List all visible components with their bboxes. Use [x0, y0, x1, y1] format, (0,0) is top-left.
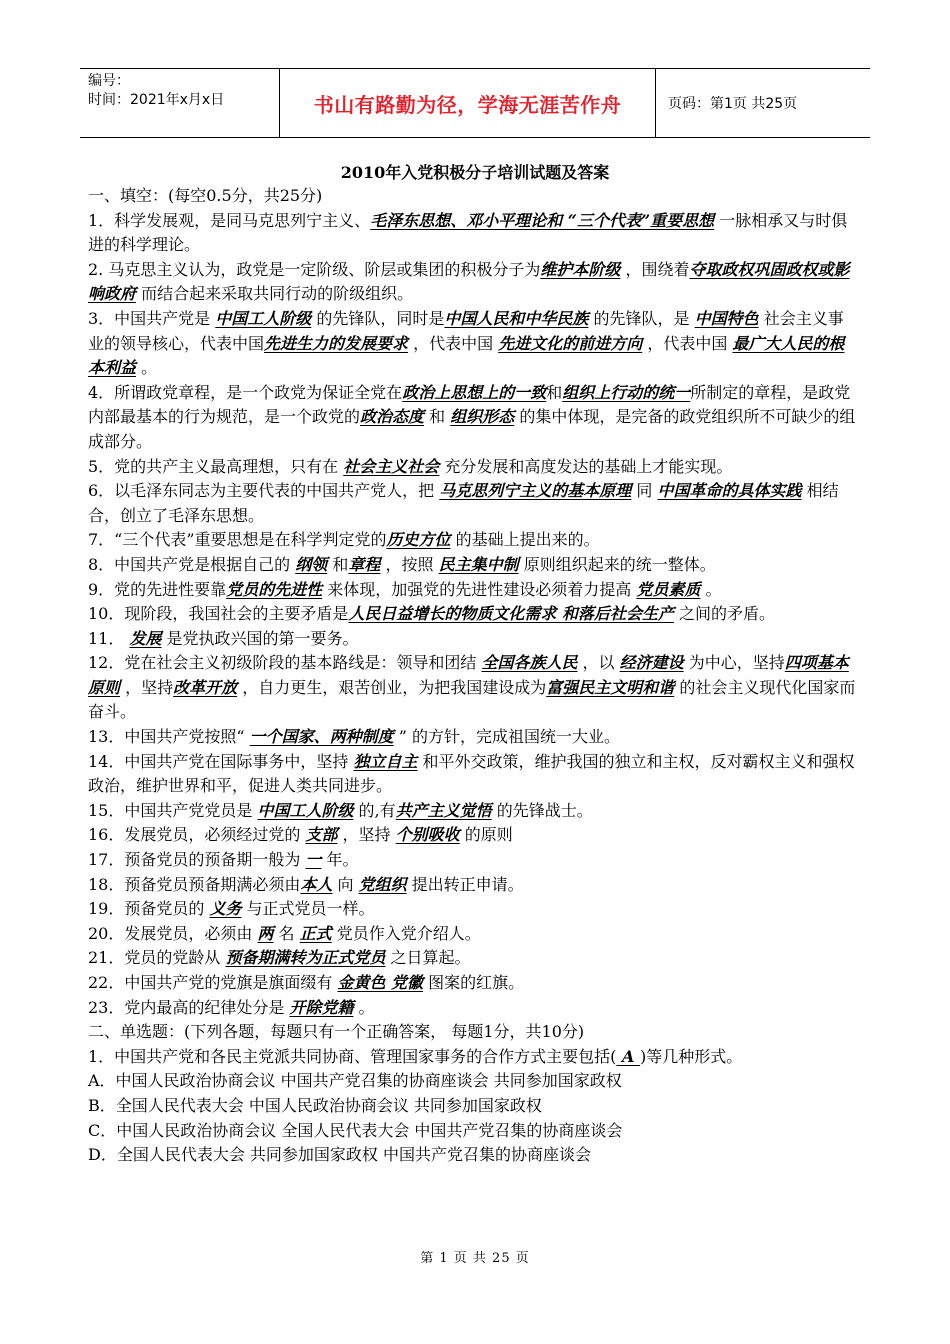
- mc-question-1: [88, 1045, 858, 1070]
- question-text: 19．预备党员的: [88, 899, 210, 919]
- answer-text: A: [616, 1046, 640, 1066]
- question-text: 来体现，加强党的先进性建设必须着力提高: [322, 579, 637, 599]
- question-text: 22．中国共产党的党旗是旗面缀有: [88, 973, 338, 992]
- answer-text: 人民日益增长的物质文化需求 和落后社会生产: [348, 604, 674, 624]
- answer-text: 正式: [299, 923, 332, 943]
- header-meta: [80, 69, 280, 137]
- header-page-number: 页码：第1页 共25页: [668, 96, 798, 112]
- question-text: 年。: [321, 850, 359, 870]
- question-text: 图案的红旗。: [423, 973, 525, 992]
- question-text: 的基础上提出来的。: [450, 530, 600, 550]
- question-text: 4．所谓政党章程，是一个政党为保证全党在: [88, 382, 403, 402]
- question-text: ，代表中国: [408, 333, 499, 353]
- answer-text: 政治上思想上的一致: [402, 382, 547, 402]
- page-footer: 第 1 页 共 25 页: [420, 1251, 530, 1266]
- answer-text: 四项基本原则: [88, 653, 849, 697]
- header-time: 时间：2021年x月x日: [88, 92, 225, 108]
- question-text: 21．党员的党龄从: [88, 948, 226, 968]
- question-text: 为中心，坚持: [683, 653, 785, 673]
- document-body: [88, 184, 858, 1168]
- question-15: [88, 799, 858, 824]
- question-text: 而结合起来采取共同行动的阶级组织。: [136, 284, 414, 304]
- answer-text: 支部: [305, 825, 338, 845]
- question-17: [88, 848, 858, 873]
- answer-text: 经济建设: [619, 653, 684, 673]
- question-text: 15．中国共产党党员是: [88, 800, 258, 820]
- answer-text: 夺取政权巩固政权或影响政府: [88, 259, 850, 304]
- question-text: 向: [332, 874, 359, 894]
- answer-text: 富强民主文明和谐: [546, 677, 675, 697]
- question-text: 与正式党员一样。: [241, 899, 375, 919]
- question-text: 相结合，创立了毛泽东思想。: [88, 481, 839, 525]
- header-motto: 书山有路勤为径，学海无涯苦作舟: [280, 69, 656, 137]
- answer-text: 组织上行动的统一: [562, 382, 691, 402]
- question-12: [88, 651, 858, 725]
- question-text: 23．党内最高的纪律处分是: [88, 997, 290, 1017]
- answer-text: 本人: [300, 874, 333, 894]
- question-text: 的先锋队，同时是: [311, 308, 445, 328]
- question-text: 14．中国共产党在国际事务中，坚持: [88, 751, 354, 771]
- question-text: 名: [273, 923, 300, 943]
- header-number: 编号：: [88, 73, 130, 89]
- document-title: 2010年入党积极分子培训试题及答案: [340, 163, 610, 182]
- question-text: ，以: [577, 653, 620, 673]
- question-text: 的,有: [353, 800, 396, 820]
- answer-text: 金黄色 党徽: [337, 973, 424, 992]
- answer-text: 马克思列宁主义的基本原理: [439, 481, 632, 501]
- question-text: ，按照: [380, 554, 439, 574]
- answer-text: 发展: [129, 628, 162, 648]
- question-text: 8．中国共产党是根据自己的: [88, 554, 296, 574]
- answer-text: 章程: [348, 554, 381, 574]
- question-text: 13．中国共产党按照“: [88, 727, 250, 747]
- question-text: 6．以毛泽东同志为主要代表的中国共产党人，把: [88, 481, 440, 501]
- question-text: 。: [700, 579, 722, 599]
- answer-text: 全国各族人民: [481, 653, 578, 673]
- question-10: [88, 602, 858, 627]
- answer-text: 历史方位: [386, 530, 451, 550]
- page-header: [80, 68, 870, 138]
- answer-text: 最广大人民的根本利益: [88, 333, 845, 378]
- answer-text: 个别吸收: [395, 825, 460, 845]
- question-20: [88, 922, 858, 947]
- question-13: [88, 725, 858, 750]
- question-18: [88, 873, 858, 898]
- question-text: 充分发展和高度发达的基础上才能实现。: [439, 456, 733, 476]
- question-text: 。: [353, 997, 375, 1017]
- question-text: 5．党的共产主义最高理想，只有在: [88, 456, 344, 476]
- answer-text: 共产主义觉悟: [395, 800, 492, 820]
- answer-text: 中国工人阶级: [215, 308, 312, 328]
- question-text: ，自力更生，艰苦创业，为把我国建设成为: [237, 677, 547, 697]
- answer-text: 独立自主: [353, 751, 418, 771]
- question-4: [88, 381, 858, 455]
- question-5: [88, 455, 858, 480]
- answer-text: 义务: [209, 899, 242, 919]
- question-text: 党员作入党介绍人。: [331, 923, 481, 943]
- section-heading-single-choice: 二、单选题：(下列各题，每题只有一个正确答案， 每题1分，共10分): [88, 1022, 585, 1042]
- question-text: 的先锋队，是: [588, 308, 695, 328]
- question-text: 的原则: [459, 825, 513, 845]
- question-16: [88, 823, 858, 848]
- answer-text: 党组织: [358, 874, 407, 894]
- question-text: ，代表中国: [642, 333, 733, 353]
- question-22: [88, 971, 858, 996]
- question-text: 的社会主义现代化国家而奋斗。: [88, 677, 856, 722]
- question-text: 7．“三个代表”重要思想是在科学判定党的: [88, 530, 387, 550]
- question-7: [88, 528, 858, 553]
- question-text: 。: [136, 358, 158, 378]
- question-3: [88, 307, 858, 381]
- question-text: 提出转正申请。: [406, 874, 524, 894]
- question-text: ，围绕着: [620, 259, 690, 279]
- answer-text: 党员素质: [636, 579, 701, 599]
- mc-option-b: B．全国人民代表大会 中国人民政治协商会议 共同参加国家政权: [88, 1095, 542, 1115]
- question-text: )等几种形式。: [640, 1046, 743, 1066]
- answer-text: 一: [305, 850, 322, 870]
- answer-text: 民主集中制: [438, 554, 519, 574]
- question-6: [88, 479, 858, 528]
- question-text: 和平外交政策，维护我国的独立和主权，反对霸权主义和强权政治，维护世界和平，促进人类共同进步。: [88, 751, 855, 796]
- question-21: [88, 946, 858, 971]
- answer-text: 改革开放: [173, 677, 238, 697]
- answer-text: 两: [257, 923, 274, 943]
- question-text: 之间的矛盾。: [673, 604, 776, 624]
- answer-text: 毛泽东思想、邓小平理论和 “三个代表”重要思想: [370, 210, 715, 230]
- question-text: 11．: [88, 628, 130, 648]
- question-text: 1．中国共产党和各民主党派共同协商、管理国家事务的合作方式主要包括(: [88, 1046, 617, 1066]
- question-text: 20．发展党员，必须由: [88, 923, 258, 943]
- answer-text: 一个国家、两种制度: [249, 727, 394, 747]
- answer-text: 纲领: [295, 554, 328, 574]
- answer-text: 预备期满转为正式党员: [225, 948, 386, 968]
- answer-text: 开除党籍: [289, 997, 354, 1017]
- question-text: 的先锋战士。: [491, 800, 593, 820]
- question-text: 10．现阶段，我国社会的主要矛盾是: [88, 604, 349, 624]
- question-text: 和: [424, 407, 451, 427]
- question-text: 1．科学发展观，是同马克思列宁主义、: [88, 210, 371, 230]
- question-text: 12．党在社会主义初级阶段的基本路线是：领导和团结: [88, 653, 482, 673]
- question-text: 的集中体现，是完备的政党组织所不可缺少的组成部分。: [88, 407, 856, 451]
- question-23: [88, 996, 858, 1021]
- question-19: [88, 897, 858, 922]
- mc-option-d: D．全国人民代表大会 共同参加国家政权 中国共产党召集的协商座谈会: [88, 1145, 592, 1165]
- question-9: [88, 578, 858, 603]
- section-heading-fill-blank: 一、填空：(每空0.5分，共25分): [88, 186, 323, 205]
- answer-text: 党员的先进性: [226, 579, 323, 599]
- question-8: [88, 553, 858, 578]
- answer-text: 中国特色: [694, 308, 759, 328]
- question-1: [88, 209, 858, 258]
- question-14: [88, 750, 858, 799]
- answer-text: 先进生力的发展要求: [264, 333, 409, 353]
- question-text: 原则组织起来的统一整体。: [518, 554, 716, 574]
- question-text: 9．党的先进性要靠: [88, 579, 227, 599]
- question-text: ，坚持: [337, 825, 396, 845]
- question-text: 2. 马克思主义认为，政党是一定阶级、阶层或集团的积极分子为: [88, 259, 541, 279]
- answer-text: 政治态度: [360, 407, 425, 427]
- question-text: 同: [631, 481, 658, 501]
- answer-text: 中国工人阶级: [257, 800, 354, 820]
- answer-text: 组织形态: [450, 407, 515, 427]
- mc-option-c: C．中国人民政治协商会议 全国人民代表大会 中国共产党召集的协商座谈会: [88, 1120, 623, 1140]
- answer-text: 先进文化的前进方向: [498, 333, 643, 353]
- question-text: 和: [327, 554, 349, 574]
- question-text: 18．预备党员预备期满必须由: [88, 874, 301, 894]
- mc-option-a: A．中国人民政治协商会议 中国共产党召集的协商座谈会 共同参加国家政权: [88, 1071, 622, 1091]
- question-text: 和: [546, 382, 563, 402]
- question-text: 17．预备党员的预备期一般为: [88, 850, 306, 870]
- question-2: [88, 258, 858, 307]
- question-text: ” 的方针，完成祖国统一大业。: [393, 727, 621, 747]
- question-text: 所制定的章程，是政党内部最基本的行为规范，是一个政党的: [88, 382, 851, 427]
- question-text: 3．中国共产党是: [88, 308, 216, 328]
- question-text: 是党执政兴国的第一要务。: [161, 628, 359, 648]
- answer-text: 中国革命的具体实践: [657, 481, 802, 501]
- question-11: [88, 627, 858, 652]
- question-text: 16．发展党员，必须经过党的: [88, 825, 306, 845]
- answer-text: 维护本阶级: [540, 259, 621, 279]
- answer-text: 中国人民和中华民族: [444, 308, 589, 328]
- question-text: ，坚持: [120, 677, 174, 697]
- question-text: 一脉相承又与时俱进的科学理论。: [88, 210, 848, 255]
- question-text: 之日算起。: [385, 948, 471, 968]
- question-text: 社会主义事业的领导核心，代表中国: [88, 308, 844, 353]
- answer-text: 社会主义社会: [343, 456, 440, 476]
